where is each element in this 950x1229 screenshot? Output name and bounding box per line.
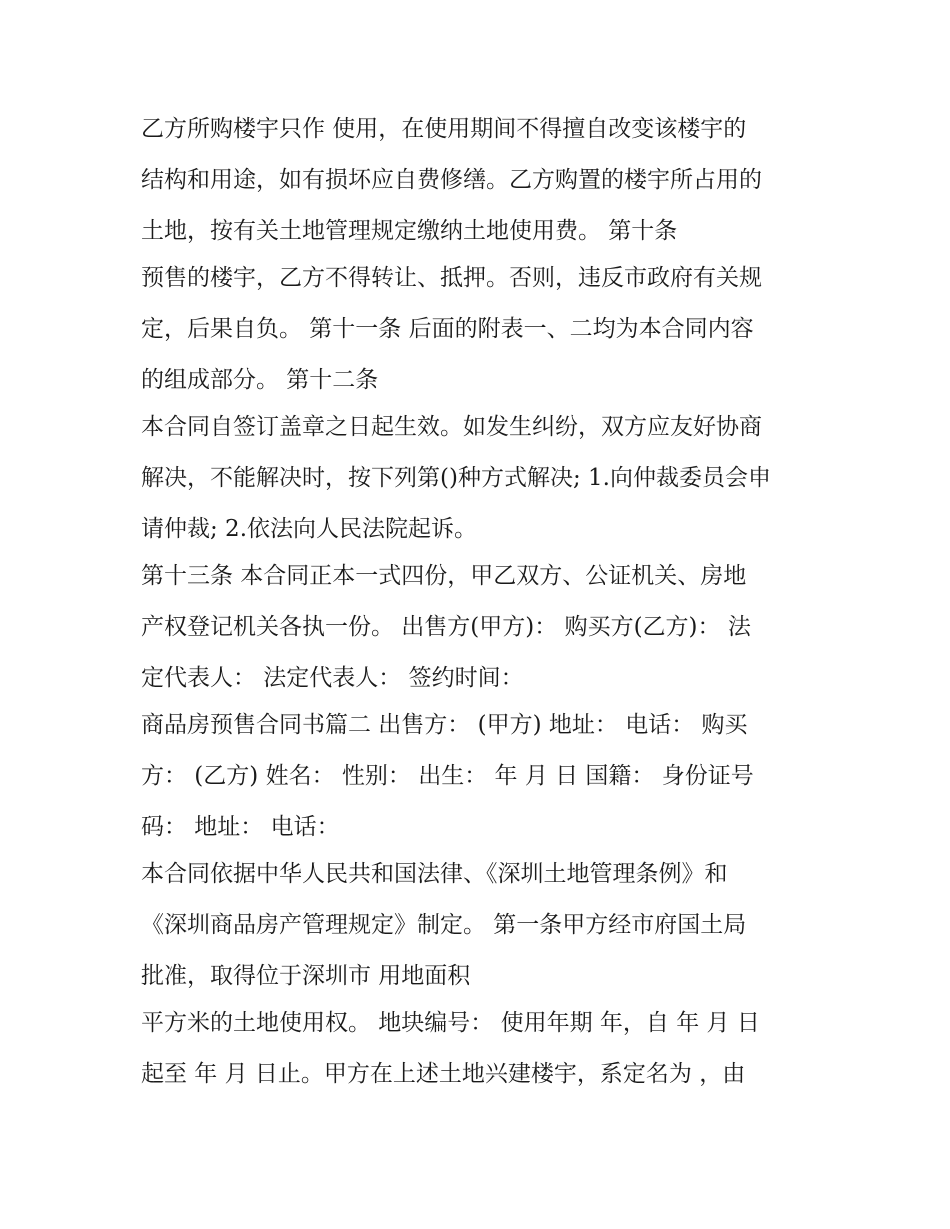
text-line: 平方米的土地使用权。 地块编号： 使用年期 年，自 年 月 日 — [141, 1010, 760, 1036]
text-line: 预售的楼宇，乙方不得转让、抵押。否则，违反市政府有关规 — [141, 265, 762, 291]
text-line: 定代表人： 法定代表人： 签约时间： — [141, 665, 524, 691]
text-line: 定，后果自负。 第十一条 后面的附表一、二均为本合同内容 — [141, 316, 754, 342]
paragraph-transfer-restrictions — [141, 253, 821, 406]
paragraph-land-use-right — [141, 998, 821, 1100]
text-line: 乙方所购楼宇只作 使用，在使用期间不得擅自改变该楼宇的 — [141, 116, 747, 142]
paragraph-legal-basis — [141, 849, 821, 1002]
document-body — [141, 104, 821, 1100]
paragraph-usage-terms — [141, 104, 821, 257]
paragraph-contract-two-parties — [141, 700, 821, 853]
text-line: 《深圳商品房产管理规定》制定。 第一条甲方经市府国土局 — [141, 912, 747, 938]
text-line: 本合同自签订盖章之日起生效。如发生纠纷，双方应友好协商 — [141, 414, 762, 440]
text-line: 起至 年 月 日止。甲方在上述土地兴建楼宇，系定名为 ，由 — [141, 1061, 746, 1087]
paragraph-copies-signatures — [141, 551, 821, 704]
text-line: 请仲裁; 2.依法向人民法院起诉。 — [141, 516, 478, 542]
text-line: 产权登记机关各执一份。 出售方(甲方)： 购买方(乙方)： 法 — [141, 614, 751, 640]
text-line: 结构和用途，如有损坏应自费修缮。乙方购置的楼宇所占用的 — [141, 167, 762, 193]
text-line: 商品房预售合同书篇二 出售方： (甲方) 地址： 电话： 购买 — [141, 712, 748, 738]
text-line: 方： (乙方) 姓名： 性别： 出生： 年 月 日 国籍： 身份证号 — [141, 763, 754, 789]
paragraph-dispute-resolution — [141, 402, 821, 555]
text-line: 码： 地址： 电话： — [141, 814, 340, 840]
text-line: 土地，按有关土地管理规定缴纳土地使用费。 第十条 — [141, 218, 678, 244]
text-line: 的组成部分。 第十二条 — [141, 367, 379, 393]
text-line: 本合同依据中华人民共和国法律、《深圳土地管理条例》和 — [141, 861, 728, 887]
text-line: 解决，不能解决时，按下列第()种方式解决; 1.向仲裁委员会申 — [141, 465, 771, 491]
text-line: 批准，取得位于深圳市 用地面积 — [141, 963, 471, 989]
text-line: 第十三条 本合同正本一式四份，甲乙双方、公证机关、房地 — [141, 563, 747, 589]
